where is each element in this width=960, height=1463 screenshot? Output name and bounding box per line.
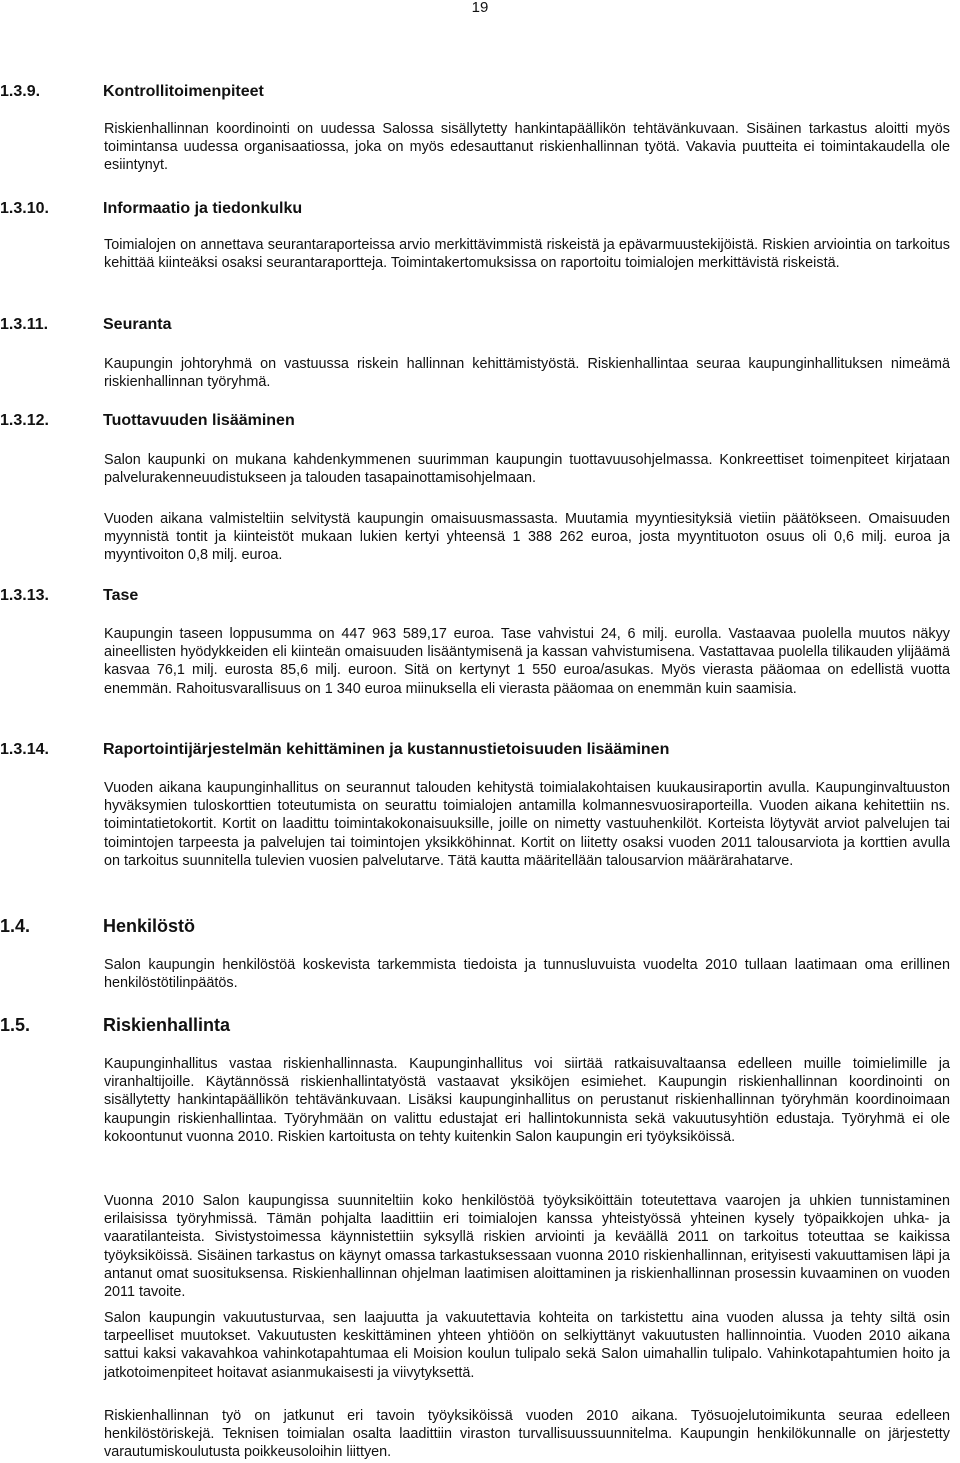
section-title: Riskienhallinta bbox=[103, 1015, 231, 1035]
section-title: Raportointijärjestelmän kehittäminen ja kustannustietoisuuden lisääminen bbox=[103, 741, 670, 758]
section-number: 1.3.12. bbox=[0, 412, 49, 429]
paragraph: Vuonna 2010 Salon kaupungissa suunniteltiin koko henkilöstöä työyksiköittäin toteutettava vaarojen ja uhkien tunnistaminen erilaisissa työryhmissä. Tämän pohjalta laadittiin eri toimialojen kanssa yhteistyössä yhteinen kysely työpaikkojen uhka- ja vaaratilanteista. Sivistystoimessa käynnistettiin syksyllä riskien arviointi ja keväällä 2011 on tarkoitus toteuttaa se kaikissa työyksiköissä. Sisäinen tarkastus on käynyt omassa tarkastuksessaan vuonna 2010 riskienhallinnan, erityisesti vakuuttamisen läpi ja antanut omat suosituksensa. Riskienhallinnan ohjelman laatimisen aloittaminen ja riskienhallinnan prosessin kuvaaminen on vuoden 2011 tavoite. bbox=[104, 1193, 950, 1301]
paragraph: Toimialojen on annettava seurantaraporteissa arvio merkittävimmistä riskeistä ja epävarmuustekijöistä. Riskien arviointia on tarkoitus kehittää kiinteäksi osaksi seurantaraportteja. Toimintakertomuksissa on raportoitu toimialojen merkittävistä riskeistä. bbox=[104, 237, 950, 272]
section-title: Kontrollitoimenpiteet bbox=[103, 83, 264, 100]
section-title: Tuottavuuden lisääminen bbox=[103, 412, 295, 429]
page-number: 19 bbox=[471, 0, 489, 16]
section-number: 1.3.13. bbox=[0, 587, 49, 604]
section-title: Tase bbox=[103, 587, 139, 604]
paragraph: Kaupunginhallitus vastaa riskienhallinnasta. Kaupunginhallitus voi siirtää ratkaisuvaltaansa edelleen muille toimielimille ja viranhaltijoille. Käytännössä riskienhallintatyöstä vastaavat yksiköjen esimiehet. Kaupungin riskienhallinnan koordinointi on sisällytetty hankintapäällikön tehtävänkuvaan. Lisäksi kaupunginhallitus on perustanut riskienhallinnan työryhmän koordinoimaan kaupungin riskienhallintaa. Työryhmään on valittu edustajat eri hallintokunnista sekä vakuutusyhtiön edustaja. Työryhmä ei ole kokoontunut vuonna 2010. Riskien kartoitusta on tehty kuitenkin Salon kaupungin eri työyksiköissä. bbox=[104, 1056, 950, 1145]
section-number: 1.3.14. bbox=[0, 741, 49, 758]
paragraph: Vuoden aikana kaupunginhallitus on seurannut talouden kehitystä toimialakohtaisen kuukausiraportin avulla. Kaupunginvaltuuston hyväksymien tuloskorttien toteutumista on seurattu toimialojen antamilla kolmannesvuosiraporteilla. Vuoden aikana kehitettiin ns. toimintatietokortit. Kortit on laadittu toimintakokonaisuuksille, joille on nimetty vastuuhenkilöt. Korteista löytyvät arviot palvelujen tai toimintojen tarpeesta ja palvelujen tai toimintojen yksikköhinnat. Kortit on liitetty osaksi vuoden 2011 talousarviota ja korttien avulla on tarkoitus suunnitella tulevien vuosien palvelutarve. Tätä kautta määritellään talousarvion määrärahatarve. bbox=[104, 780, 950, 869]
section-number: 1.4. bbox=[0, 916, 31, 936]
paragraph: Riskienhallinnan työ on jatkunut eri tavoin työyksiköissä vuoden 2010 aikana. Työsuojelutoimikunta seuraa edelleen henkilöstöriskejä. Teknisen toimialan osalta laadittiin viraston turvallisuussuunnitelma. Kaupungin henkilökunnalle on järjestetty varautumiskoulutusta poikkeusoloihin liittyen. bbox=[104, 1408, 950, 1461]
paragraph: Salon kaupunki on mukana kahdenkymmenen suurimman kaupungin tuottavuusohjelmassa. Konkreettiset toimenpiteet kirjataan palvelurakenneuudistukseen ja talouden tasapainottamisohjelmaan. bbox=[104, 452, 950, 487]
section-number: 1.3.11. bbox=[0, 316, 49, 333]
section-title: Henkilöstö bbox=[103, 916, 196, 936]
section-number: 1.3.10. bbox=[0, 200, 49, 217]
section-number: 1.3.9. bbox=[0, 83, 41, 100]
paragraph: Vuoden aikana valmisteltiin selvitystä kaupungin omaisuusmassasta. Muutamia myyntiesityksiä vietiin päätökseen. Omaisuuden myynnistä tontit ja kiinteistöt mukaan lukien kertyi yhteensä 1 388 262 euroa, josta myyntituoton osuus oli 0,6 milj. euroa ja myyntivoiton 0,8 milj. euroa. bbox=[104, 511, 950, 564]
section-title: Seuranta bbox=[103, 316, 172, 333]
paragraph: Riskienhallinnan koordinointi on uudessa Salossa sisällytetty hankintapäällikön tehtävänkuvaan. Sisäinen tarkastus aloitti myös toimintansa uudessa organisaatiossa, joka on myös edesauttanut riskienhallinnan työtä. Vakavia puutteita ei toimintakaudella ole esiintynyt. bbox=[104, 121, 950, 174]
section-title: Informaatio ja tiedonkulku bbox=[103, 200, 303, 217]
paragraph: Salon kaupungin henkilöstöä koskevista tarkemmista tiedoista ja tunnusluvuista vuodelta 2010 tullaan laatimaan oma erillinen henkilöstötilinpäätös. bbox=[104, 957, 950, 992]
paragraph: Salon kaupungin vakuutusturvaa, sen laajuutta ja vakuutettavia kohteita on tarkistettu aina vuoden alussa ja tehty siltä osin tarpeelliset muutokset. Vakuutusten keskittäminen yhteen yhtiöön on selkiyttänyt vakuutusten hallinnointia. Vuoden 2010 aikana sattui kaksi vakavahkoa vahinkotapahtumaa eli Moision koulun tulipalo sekä Salon uimahallin tulipalo. Vahinkotapahtumien hoito ja jatkotoimenpiteet hoitavat asianmukaisesti ja viivytyksettä. bbox=[104, 1310, 950, 1381]
paragraph: Kaupungin johtoryhmä on vastuussa riskein hallinnan kehittämistyöstä. Riskienhallintaa seuraa kaupunginhallituksen nimeämä riskienhallinnan työryhmä. bbox=[104, 356, 950, 391]
paragraph: Kaupungin taseen loppusumma on 447 963 589,17 euroa. Tase vahvistui 24, 6 milj. eurolla. Vastaavaa puolella muutos näkyy aineellisten hyödykkeiden eli kiinteän omaisuuden lisääntymisenä ja kassan vahvistumisena. Vastattavaa puolella tilikauden ylijäämä kasvaa 76,1 milj. eurosta 85,6 milj. euroon. Sitä on kertynyt 1 550 euroa/asukas. Myös vierasta pääomaa on edellistä vuotta enemmän. Rahoitusvarallisuus on 1 340 euroa miinuksella eli vierasta pääomaa on enemmän kuin saamisia. bbox=[104, 626, 950, 697]
section-number: 1.5. bbox=[0, 1015, 31, 1035]
